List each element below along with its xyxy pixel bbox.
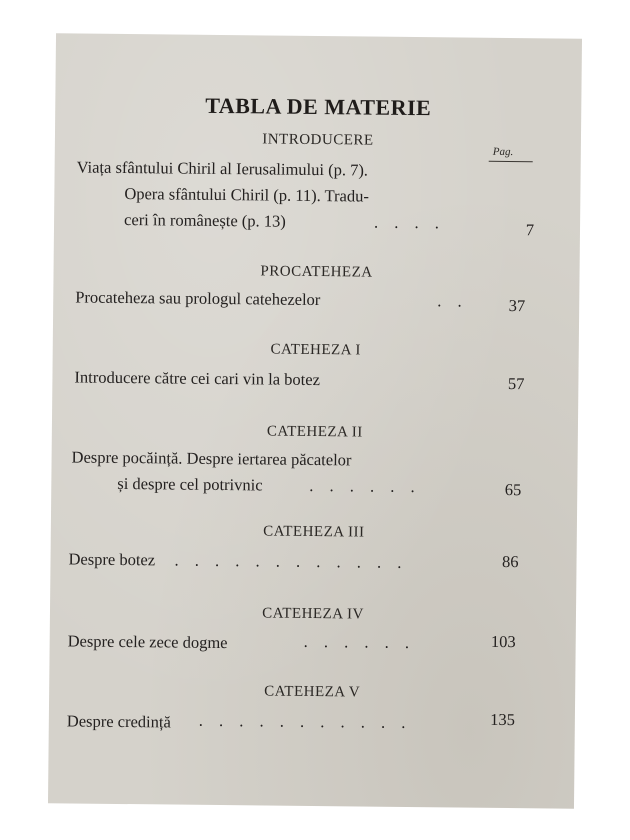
dot-leader: . . . . . . . . . . . .	[174, 550, 408, 572]
section-heading-procateheza: PROCATEHEZA	[260, 263, 373, 281]
dot-leader: . . . . . .	[309, 475, 421, 497]
entry-line: Introducere către cei cari vin la botez	[74, 367, 321, 390]
page-number: 57	[507, 374, 525, 394]
entry-line: Despre pocăință. Despre iertarea păcatelor	[71, 447, 352, 470]
section-heading-introducere: INTRODUCERE	[262, 131, 374, 149]
entry-line: ceri în românește (p. 13)	[124, 209, 286, 231]
entry-line: Opera sfântului Chiril (p. 11). Tradu-	[124, 183, 370, 206]
dot-leader: . . . .	[373, 212, 446, 233]
page-number: 7	[525, 220, 535, 240]
document-page	[48, 33, 582, 808]
page-number: 86	[501, 551, 519, 572]
entry-line: Procateheza sau prologul catehezelor	[75, 287, 321, 310]
page-number: 135	[490, 709, 515, 730]
section-heading-cateheza-5: CATEHEZA V	[264, 683, 361, 701]
entry-line: și despre cel potrivnic	[117, 473, 263, 495]
page-number: 37	[508, 296, 526, 316]
page-number: 103	[490, 631, 516, 652]
section-heading-cateheza-1: CATEHEZA I	[270, 341, 362, 359]
entry-line: Despre cele zece dogme	[67, 631, 228, 653]
page-title: TABLA DE MATERIE	[205, 92, 432, 121]
dot-leader: . .	[437, 291, 468, 311]
entry-line: Viața sfântului Chiril al Ierusalimului (p. 7).	[76, 157, 369, 180]
pag-underline	[489, 161, 533, 162]
section-heading-cateheza-2: CATEHEZA II	[266, 423, 363, 441]
section-heading-cateheza-3: CATEHEZA III	[263, 523, 365, 541]
dot-leader: . . . . . . . . . . .	[198, 710, 412, 733]
entry-line: Despre botez	[68, 549, 156, 570]
section-heading-cateheza-4: CATEHEZA IV	[262, 605, 364, 623]
dot-leader: . . . . . .	[303, 631, 416, 653]
pag-column-label: Pag.	[492, 145, 514, 159]
entry-line: Despre credință	[66, 711, 171, 732]
page-number: 65	[504, 479, 522, 500]
